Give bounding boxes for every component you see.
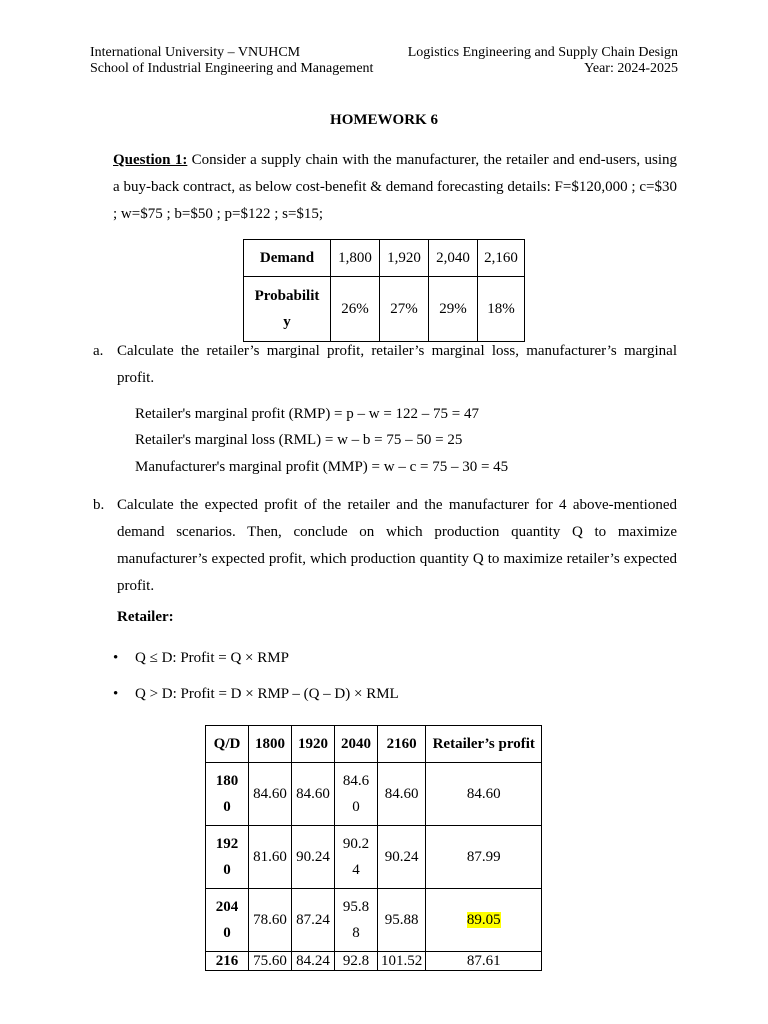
row-header	[206, 889, 249, 952]
course-name: Logistics Engineering and Supply Chain Design	[407, 45, 678, 60]
row-header-line2: 0	[223, 799, 231, 815]
table-cell: 78.60	[249, 889, 292, 952]
table-cell	[335, 763, 378, 826]
cell-line1: 84.6	[342, 773, 370, 789]
cell-line1: 95.8	[342, 899, 370, 915]
mmp-calc: Manufacturer's marginal profit (MMP) = w – c = 75 – 30 = 45	[135, 459, 509, 475]
demand-cell: 1,920	[380, 240, 429, 277]
column-header: 1920	[292, 726, 335, 763]
retailer-heading: Retailer:	[117, 609, 174, 625]
table-row	[206, 952, 542, 971]
row-header-line1: 192	[215, 836, 239, 852]
header-right	[408, 45, 678, 77]
table-cell: 84.60	[378, 763, 426, 826]
question-1-label: Question 1:	[113, 152, 188, 168]
column-header: Retailer’s profit	[426, 726, 542, 763]
probability-cell: 27%	[380, 277, 429, 342]
row-header-line2: 0	[223, 925, 231, 941]
row-header-line1: 180	[215, 773, 239, 789]
row-header-line1: 204	[215, 899, 239, 915]
row-header: 216	[206, 952, 249, 971]
row-header-line2: 0	[223, 862, 231, 878]
table-cell: 81.60	[249, 826, 292, 889]
part-b-text: Calculate the expected profit of the retailer and the manufacturer for 4 above-mentioned demand scenarios. Then, conclude on which production quantity Q to maximize manufacturer’s expected profit, which production quantity Q to maximize retailer’s expected profit.	[117, 497, 677, 594]
demand-probability-table	[243, 239, 525, 342]
expected-profit-cell: 87.99	[426, 826, 542, 889]
page-title: HOMEWORK 6	[330, 112, 438, 128]
column-header: 2040	[335, 726, 378, 763]
header-left	[90, 45, 373, 77]
demand-cell: 2,160	[478, 240, 525, 277]
table-row	[206, 763, 542, 826]
highlighted-max-profit: 89.05	[466, 912, 501, 928]
cell-line1: 90.2	[342, 836, 370, 852]
cell-line2: 8	[352, 925, 360, 941]
bullet-text: Q > D: Profit = D × RMP – (Q – D) × RML	[135, 686, 399, 702]
demand-header: Demand	[244, 240, 331, 277]
table-cell: 90.24	[378, 826, 426, 889]
column-header: 1800	[249, 726, 292, 763]
demand-row	[244, 240, 525, 277]
part-b-marker: b.	[93, 497, 105, 513]
university-name: International University – VNUHCM	[90, 45, 301, 60]
probability-cell: 26%	[331, 277, 380, 342]
part-a-marker: a.	[93, 343, 104, 359]
bullet-dot-icon: •	[113, 686, 119, 702]
table-cell: 92.8	[335, 952, 378, 971]
table-cell: 84.60	[292, 763, 335, 826]
probability-header-line2: y	[283, 314, 291, 330]
table-cell: 84.24	[292, 952, 335, 971]
table-cell: 87.24	[292, 889, 335, 952]
table-cell: 90.24	[292, 826, 335, 889]
cell-line2: 4	[352, 862, 360, 878]
table-cell	[335, 889, 378, 952]
bullet-text: Q ≤ D: Profit = Q × RMP	[135, 650, 289, 666]
table-row	[206, 826, 542, 889]
table-cell	[335, 826, 378, 889]
school-name: School of Industrial Engineering and Management	[90, 61, 374, 76]
table-cell: 75.60	[249, 952, 292, 971]
rml-calc: Retailer's marginal loss (RML) = w – b = 75 – 50 = 25	[135, 432, 463, 448]
retailer-profit-table	[205, 725, 542, 971]
probability-header	[244, 277, 331, 342]
probability-cell: 29%	[429, 277, 478, 342]
expected-profit-cell-max	[426, 889, 542, 952]
question-1-text: Consider a supply chain with the manufacturer, the retailer and end-users, using a buy-back contract, as below cost-benefit & demand forecasting details: F=$120,000 ; c=$30 ; w=$75 ; b=$50 ; p=$122 ; s=$15;	[113, 152, 677, 222]
demand-cell: 1,800	[331, 240, 380, 277]
cell-line2: 0	[352, 799, 360, 815]
row-header	[206, 826, 249, 889]
expected-profit-cell: 87.61	[426, 952, 542, 971]
probability-cell: 18%	[478, 277, 525, 342]
question-1	[113, 147, 677, 228]
row-header	[206, 763, 249, 826]
profit-table-header-row	[206, 726, 542, 763]
table-cell: 84.60	[249, 763, 292, 826]
rmp-calc: Retailer's marginal profit (RMP) = p – w = 122 – 75 = 47	[135, 406, 480, 422]
probability-header-line1: Probabilit	[254, 288, 320, 304]
demand-cell: 2,040	[429, 240, 478, 277]
bullet-dot-icon: •	[113, 650, 119, 666]
column-header: Q/D	[206, 726, 249, 763]
table-row	[206, 889, 542, 952]
expected-profit-cell: 84.60	[426, 763, 542, 826]
academic-year: Year: 2024-2025	[584, 61, 678, 76]
column-header: 2160	[378, 726, 426, 763]
table-cell: 95.88	[378, 889, 426, 952]
part-a-text: Calculate the retailer’s marginal profit, retailer’s marginal loss, manufacturer’s marginal profit.	[117, 343, 677, 386]
probability-row	[244, 277, 525, 342]
table-cell: 101.52	[378, 952, 426, 971]
